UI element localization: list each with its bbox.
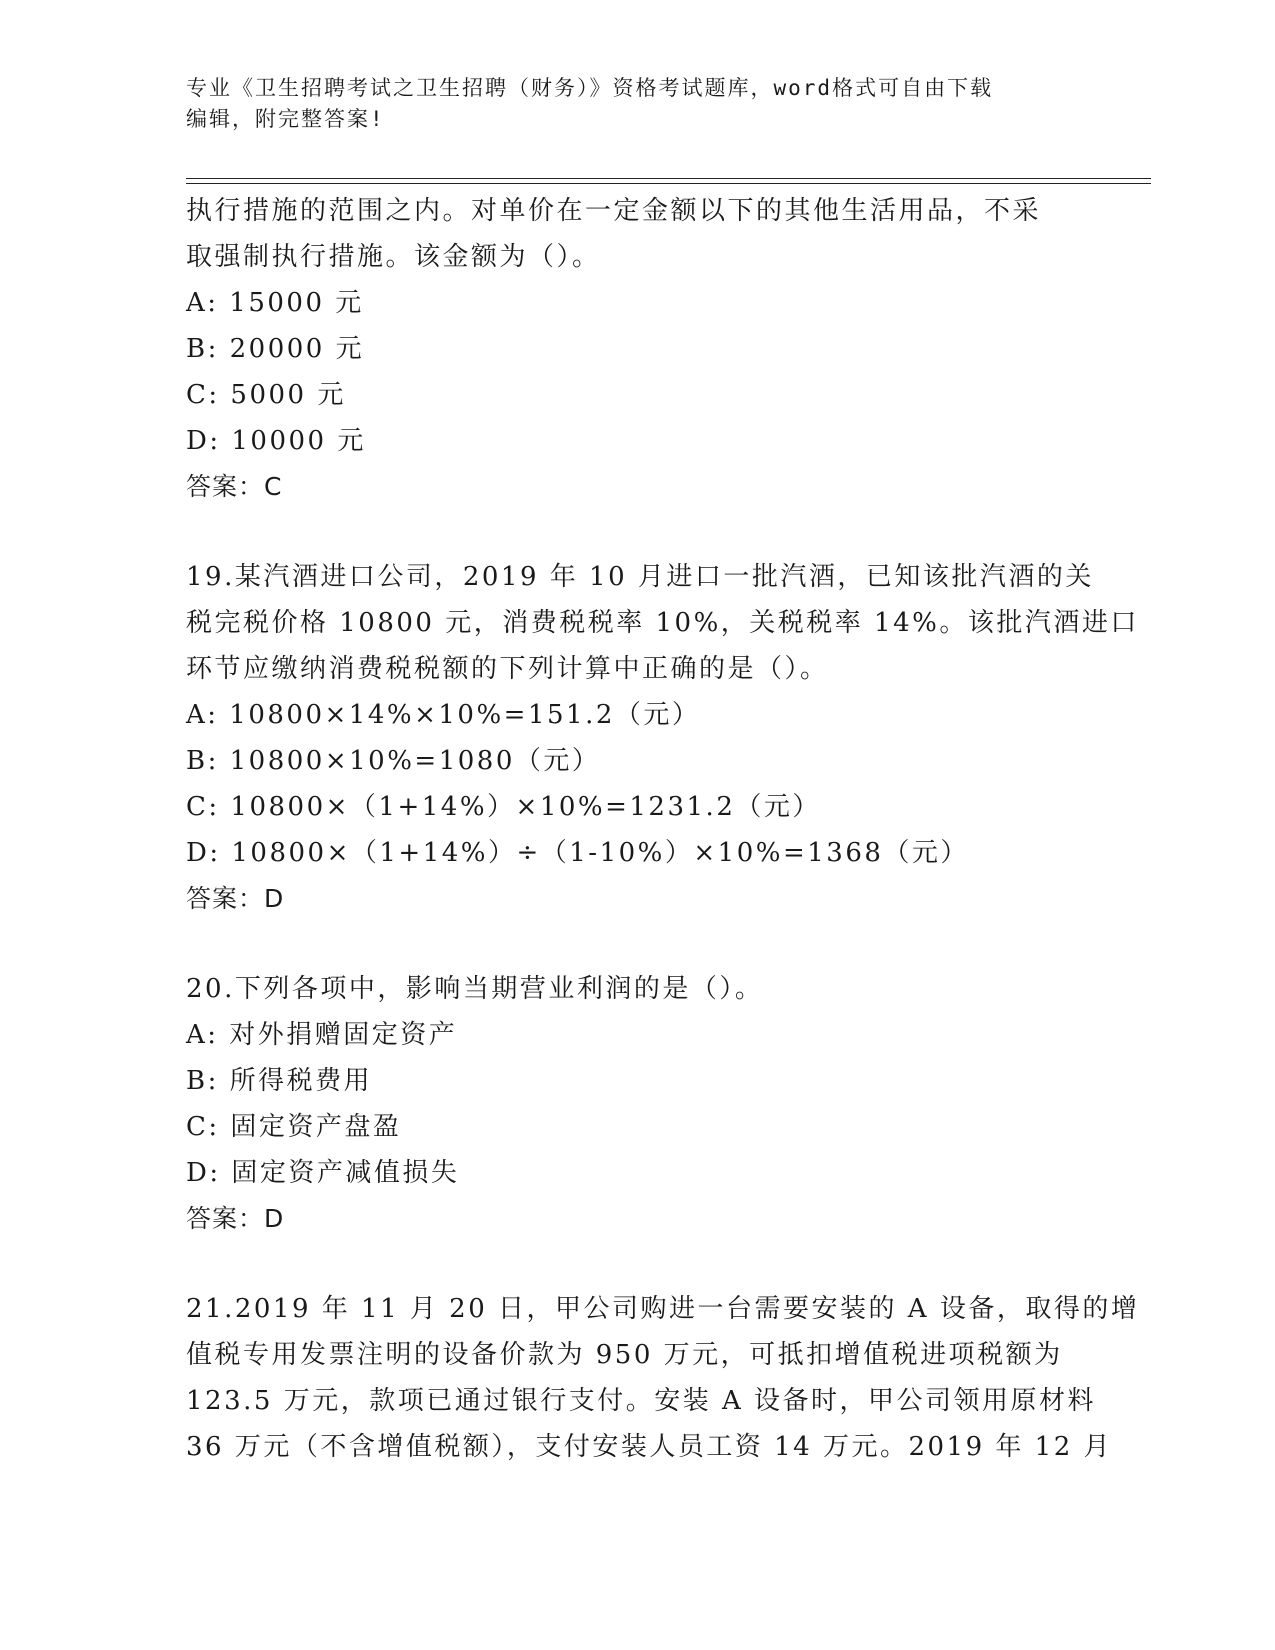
- stem-line: 36 万元（不含增值税额），支付安装人员工资 14 万元。2019 年 12 月: [186, 1432, 1113, 1462]
- header-line-1: 专业《卫生招聘考试之卫生招聘（财务）》资格考试题库，word格式可自由下载: [186, 76, 994, 100]
- document-body: [186, 188, 1140, 1470]
- stem-line: 环节应缴纳消费税税额的下列计算中正确的是（）。: [186, 654, 829, 684]
- question-stem: [186, 554, 1139, 692]
- option-d: D: 10800×（1+14%）÷（1-10%）×10%=1368（元）: [186, 838, 969, 868]
- header-rule-bottom: [186, 183, 1151, 184]
- answer-line: 答案：D: [186, 884, 285, 913]
- option-d: D: 10000 元: [186, 426, 366, 456]
- stem-line: 20.下列各项中，影响当期营业利润的是（）。: [186, 974, 764, 1004]
- question-stem: [186, 1286, 1140, 1470]
- option-b: B: 10800×10%=1080（元）: [186, 746, 601, 776]
- stem-line: 执行措施的范围之内。对单价在一定金额以下的其他生活用品，不采: [186, 196, 1042, 226]
- stem-line: 税完税价格 10800 元，消费税税率 10%，关税税率 14%。该批汽酒进口: [186, 608, 1139, 638]
- spacer: [186, 922, 1106, 966]
- stem-line: 123.5 万元，款项已通过银行支付。安装 A 设备时，甲公司领用原材料: [186, 1386, 1097, 1416]
- spacer: [186, 510, 1106, 554]
- header-line-2: 编辑，附完整答案!: [186, 107, 385, 131]
- option-c: C: 固定资产盘盈: [186, 1112, 402, 1142]
- stem-line: 21.2019 年 11 月 20 日，甲公司购进一台需要安装的 A 设备，取得的增: [186, 1294, 1140, 1324]
- question-block-20: [186, 966, 1106, 1242]
- answer-line: 答案：C: [186, 472, 283, 501]
- answer-line: 答案：D: [186, 1204, 285, 1233]
- stem-line: 值税专用发票注明的设备价款为 950 万元，可抵扣增值税进项税额为: [186, 1340, 1063, 1370]
- stem-line: 取强制执行措施。该金额为（）。: [186, 242, 601, 272]
- option-c: C: 5000 元: [186, 380, 346, 410]
- question-stem: [186, 188, 1106, 280]
- option-b: B: 20000 元: [186, 334, 365, 364]
- stem-line: 19.某汽酒进口公司，2019 年 10 月进口一批汽酒，已知该批汽酒的关: [186, 562, 1094, 592]
- option-c: C: 10800×（1+14%）×10%=1231.2（元）: [186, 792, 821, 822]
- document-header: [186, 73, 1086, 135]
- spacer: [186, 1242, 1106, 1286]
- option-a: A: 10800×14%×10%=151.2（元）: [186, 700, 701, 730]
- question-block-18: [186, 188, 1106, 510]
- question-block-19: [186, 554, 1139, 922]
- option-b: B: 所得税费用: [186, 1066, 373, 1096]
- option-d: D: 固定资产减值损失: [186, 1158, 460, 1188]
- header-rule-top: [186, 178, 1151, 179]
- option-a: A: 对外捐赠固定资产: [186, 1020, 458, 1050]
- question-stem: [186, 966, 1106, 1012]
- question-block-21: [186, 1286, 1140, 1470]
- option-a: A: 15000 元: [186, 288, 364, 318]
